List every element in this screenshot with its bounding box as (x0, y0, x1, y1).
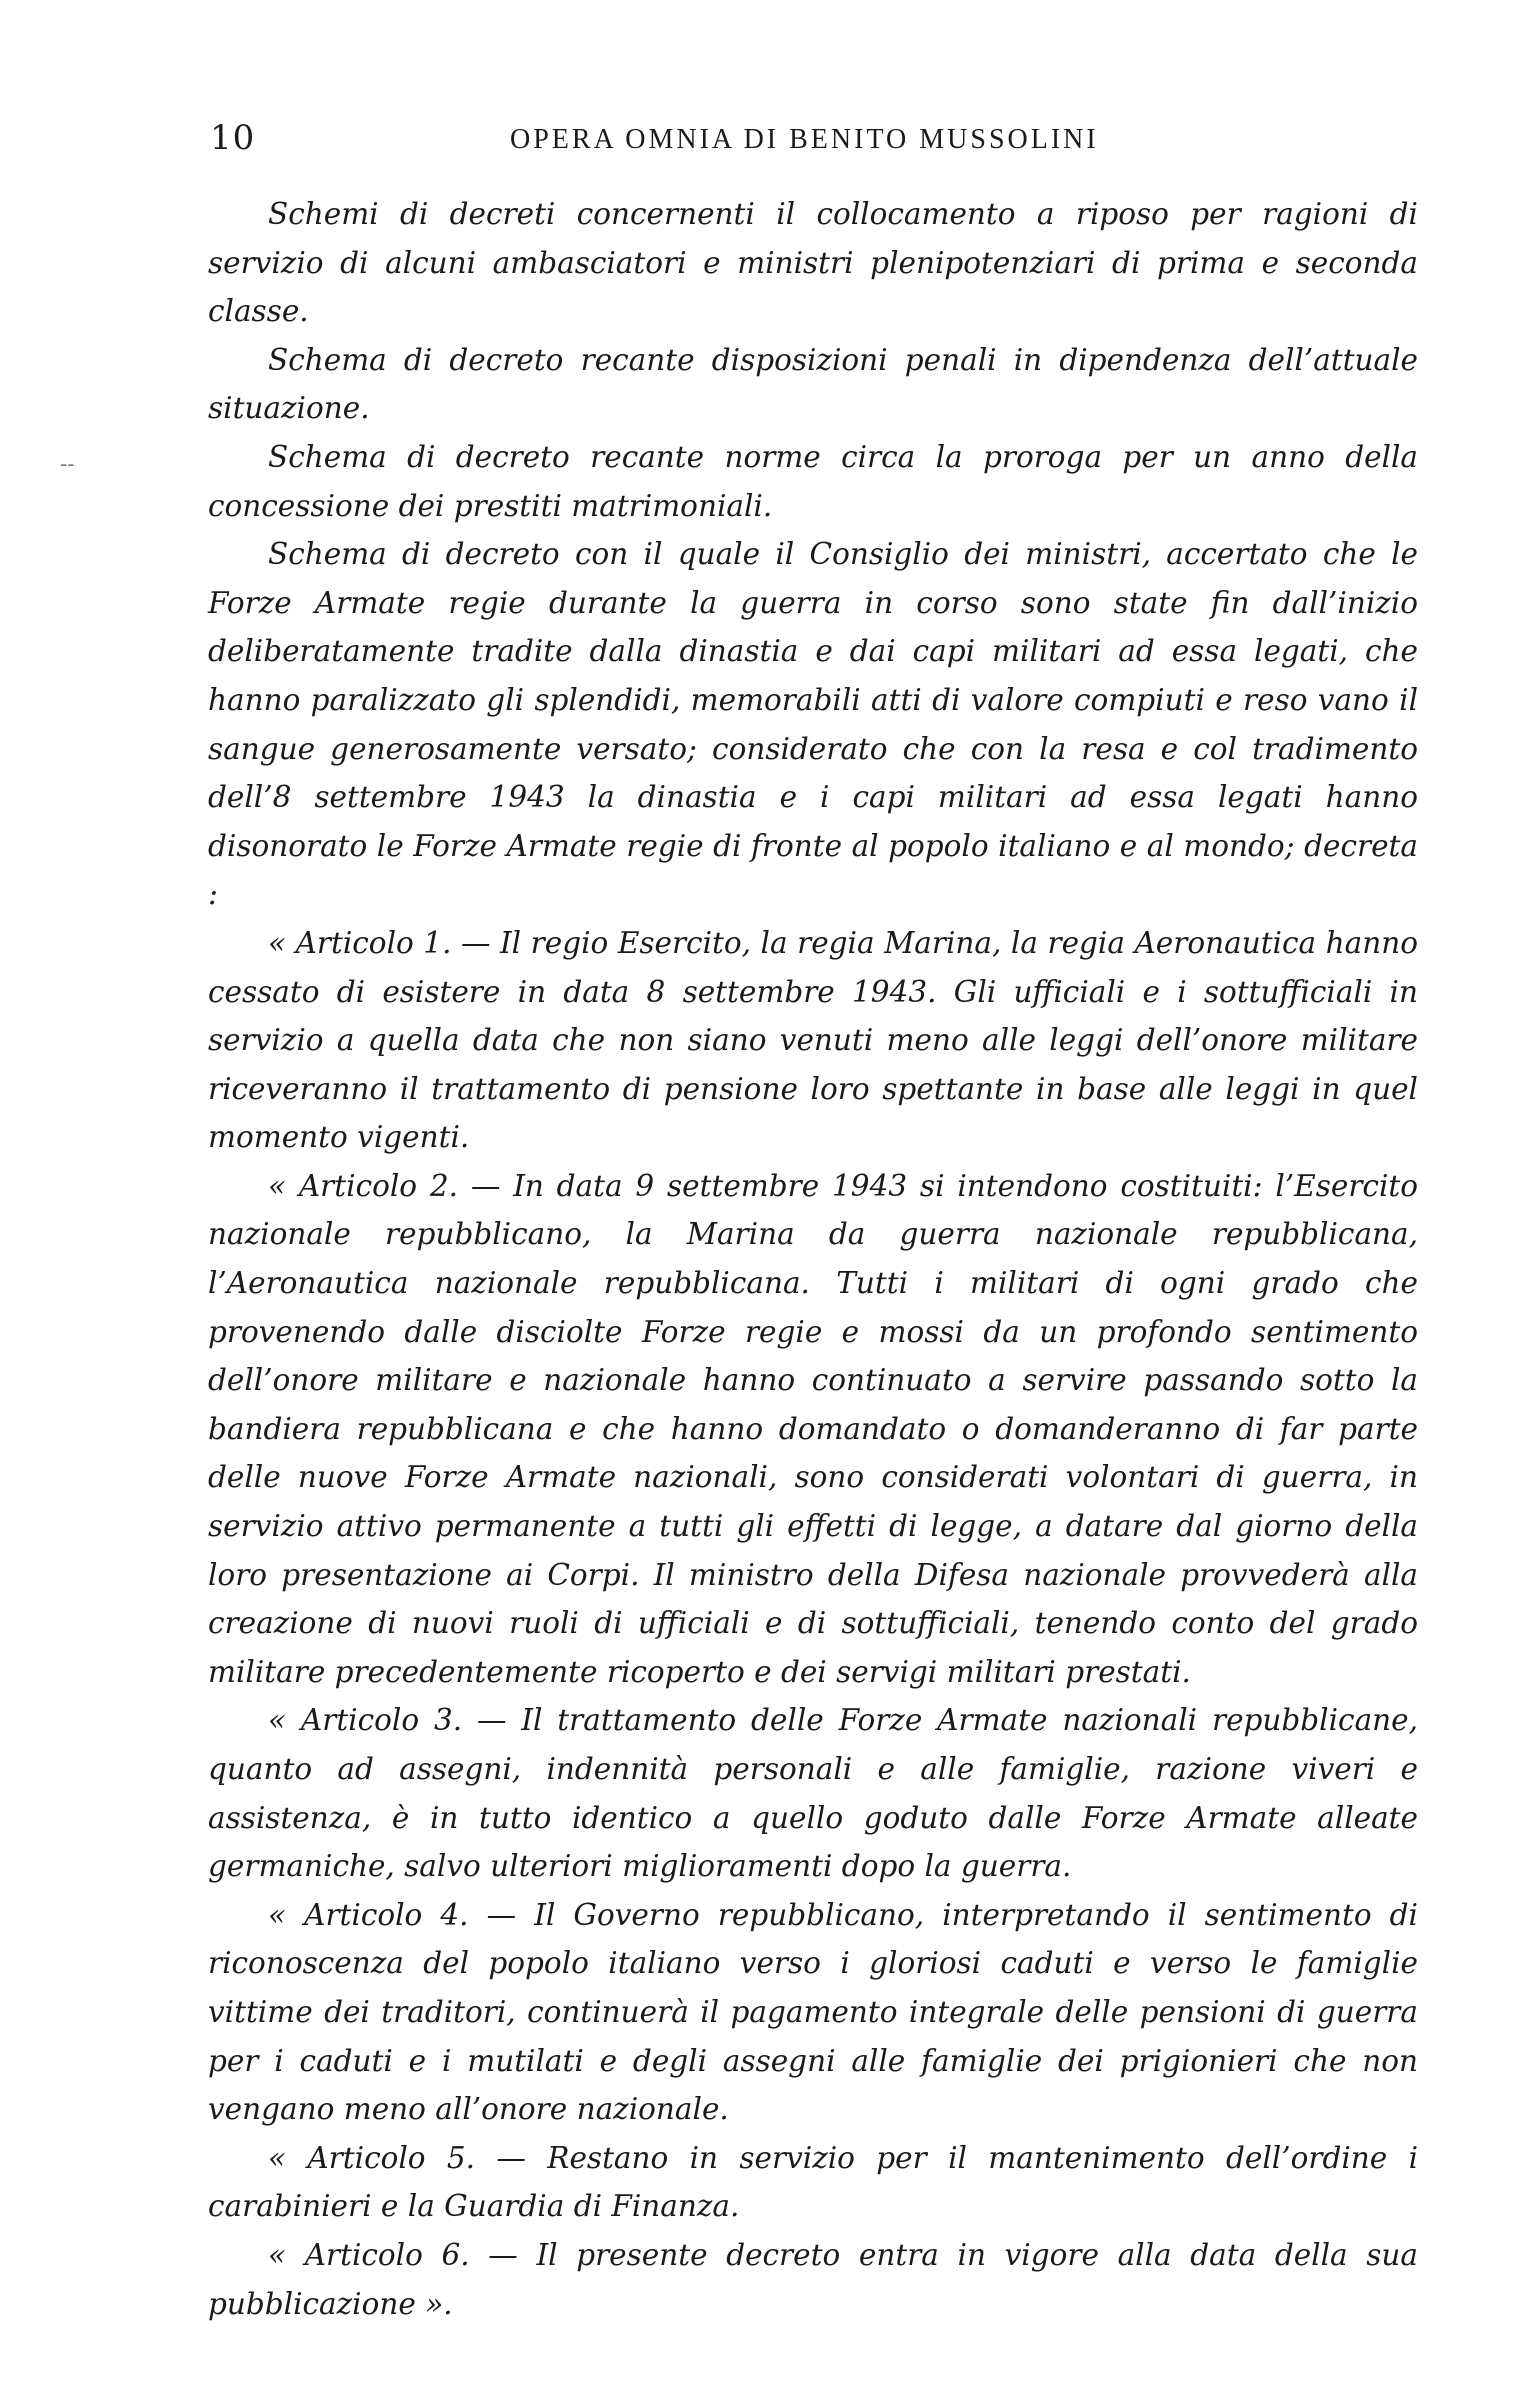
paragraph-article-5: « Articolo 5. — Restano in servizio per il mantenimento dell’ordine i carabinieri e la Guardia di Finanza. (208, 2140, 1418, 2224)
paragraph-decree-armed-forces: Schema di decreto con il quale il Consiglio dei ministri, accertato che le Forze Armate regie durante la guerra in corso sono state fin dall’inizio deliberatamente tradite dalla dinastia e dai capi militari ad essa legati, che hanno paralizzato gli splendidi, memorabili atti di valore compiuti e reso vano il sangue generosamente versato; considerato che con la resa e col tradimento dell’8 settembre 1943 la dinastia e i capi militari ad essa legati hanno disonorato le Forze Armate regie di fronte al popolo italiano e al mondo; decreta : (208, 537, 1418, 912)
paragraph-article-3: « Articolo 3. — Il trattamento delle Forze Armate nazionali repubblicane, quanto ad assegni, indennità personali e alle famiglie, razione viveri e assistenza, è in tutto identico a quello goduto dalle Forze Armate alleate germaniche, salvo ulteriori miglioramenti dopo la guerra. (208, 1703, 1418, 1884)
paragraph-article-6: « Articolo 6. — Il presente decreto entra in vigore alla data della sua pubblicazione ». (208, 2237, 1418, 2321)
running-head: OPERA OMNIA DI BENITO MUSSOLINI (510, 124, 1099, 155)
paragraph-decree-ambassadors: Schemi di decreti concernenti il collocamento a riposo per ragioni di servizio di alcuni ambasciatori e ministri plenipotenziari di prima e seconda classe. (208, 197, 1418, 329)
paragraph-decree-penal: Schema di decreto recante disposizioni penali in dipendenza dell’attuale situazione. (208, 342, 1418, 426)
paragraph-article-1: « Articolo 1. — Il regio Esercito, la regia Marina, la regia Aeronautica hanno cessato di esistere in data 8 settembre 1943. Gli ufficiali e i sottufficiali in servizio a quella data che non siano venuti meno alle leggi dell’onore militare riceveranno il trattamento di pensione loro spettante in base alle leggi in quel momento vigenti. (208, 925, 1418, 1155)
body-text (208, 190, 1418, 2328)
page-number: 10 (210, 118, 256, 158)
paragraph-article-2: « Articolo 2. — In data 9 settembre 1943 si intendono costituiti: l’Esercito nazionale repubblicano, la Marina da guerra nazionale repubblicana, l’Aeronautica nazionale repubblicana. Tutti i militari di ogni grado che provenendo dalle disciolte Forze regie e mossi da un profondo sentimento dell’onore militare e nazionale hanno continuato a servire passando sotto la bandiera repubblicana e che hanno domandato o domanderanno di far parte delle nuove Forze Armate nazionali, sono considerati volontari di guerra, in servizio attivo permanente a tutti gli effetti di legge, a datare dal giorno della loro presentazione ai Corpi. Il ministro della Difesa nazionale provvederà alla creazione di nuovi ruoli di ufficiali e di sottufficiali, tenendo conto del grado militare precedentemente ricoperto e dei servigi militari prestati. (208, 1168, 1418, 1689)
paragraph-article-4: « Articolo 4. — Il Governo repubblicano, interpretando il sentimento di riconoscenza del popolo italiano verso i gloriosi caduti e verso le famiglie vittime dei traditori, continuerà il pagamento integrale delle pensioni di guerra per i caduti e i mutilati e degli assegni alle famiglie dei prigionieri che non vengano meno all’onore nazionale. (208, 1897, 1418, 2127)
margin-mark: -- (60, 452, 75, 476)
paragraph-decree-marriage-loans: Schema di decreto recante norme circa la proroga per un anno della concessione dei prestiti matrimoniali. (208, 439, 1418, 523)
page-header (210, 118, 1430, 168)
